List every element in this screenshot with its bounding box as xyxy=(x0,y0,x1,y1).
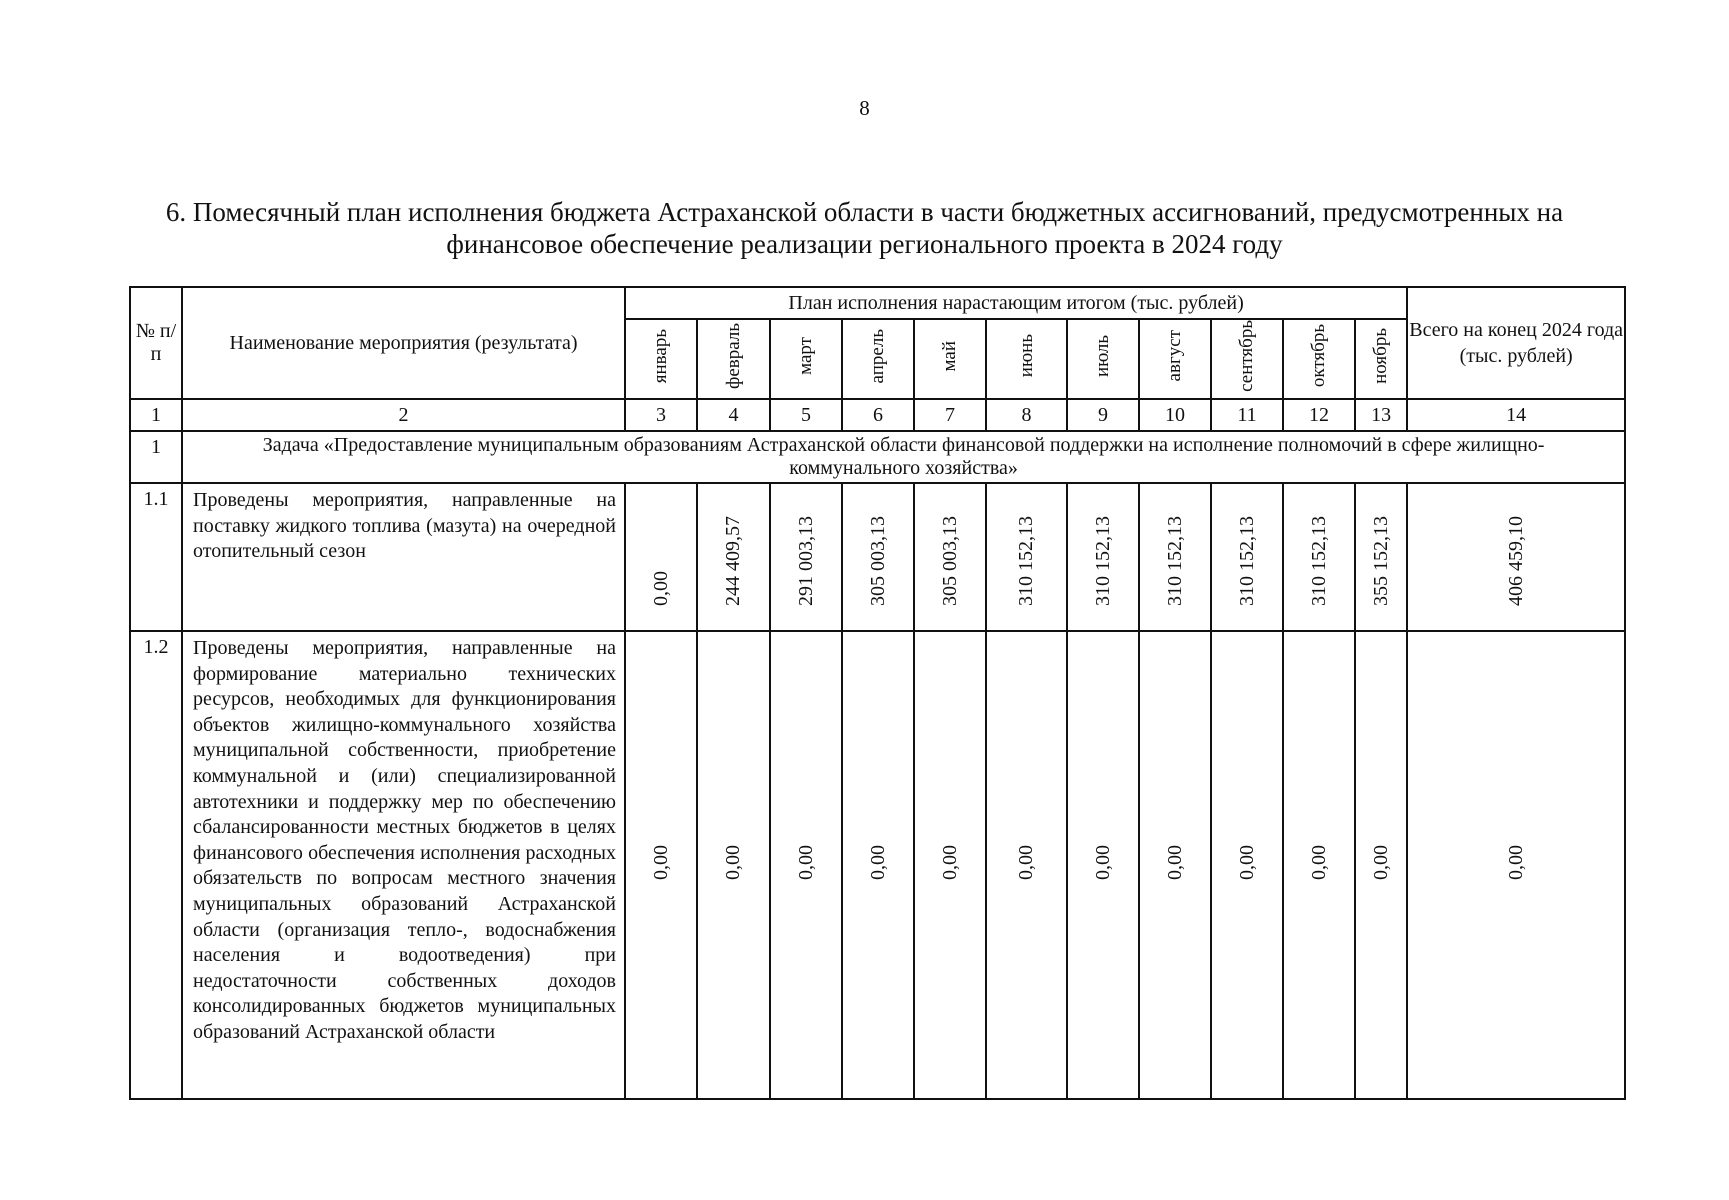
table-row xyxy=(130,631,1625,1099)
month-value: 0,00 xyxy=(1211,631,1283,1099)
month-value: 305 003,13 xyxy=(842,483,914,631)
month-value: 291 003,13 xyxy=(770,483,842,631)
header-month: октябрь xyxy=(1283,319,1355,399)
month-value: 0,00 xyxy=(1283,631,1355,1099)
document-title xyxy=(100,196,1629,260)
month-value: 0,00 xyxy=(1139,631,1211,1099)
task-row xyxy=(130,431,1625,483)
column-number: 3 xyxy=(625,399,697,431)
header-month: январь xyxy=(625,319,697,399)
header-month: ноябрь xyxy=(1355,319,1407,399)
task-text: Задача «Предоставление муниципальным образованиям Астраханской области финансовой поддержки на исполнение полномочий в сфере жилищно-коммунального хозяйства» xyxy=(182,431,1625,483)
month-value: 0,00 xyxy=(1355,631,1407,1099)
header-total: Всего на конец 2024 года (тыс. рублей) xyxy=(1407,287,1625,399)
month-value: 0,00 xyxy=(770,631,842,1099)
row-name: Проведены мероприятия, направленные на формирование материально технических ресурсов, необходимых для функционирования объектов жилищно-коммунального хозяйства муниципальной собственности, приобретение коммунальной и (или) специализированной автотехники и поддержку мер по обеспечению сбалансированности местных бюджетов в целях финансового обеспечения исполнения расходных обязательств по вопросам местного значения муниципальных образований Астраханской области (организация тепло-, водоснабжения населения и водоотведения) при недостаточности собственных доходов консолидированных бюджетов муниципальных образований Астраханской области xyxy=(182,631,625,1099)
month-value: 0,00 xyxy=(697,631,770,1099)
header-month: март xyxy=(770,319,842,399)
month-value: 310 152,13 xyxy=(1211,483,1283,631)
column-number: 12 xyxy=(1283,399,1355,431)
task-number: 1 xyxy=(130,431,182,483)
month-value: 244 409,57 xyxy=(697,483,770,631)
header-row-1 xyxy=(130,287,1625,319)
column-number: 14 xyxy=(1407,399,1625,431)
column-number: 9 xyxy=(1067,399,1139,431)
row-name: Проведены мероприятия, направленные на поставку жидкого топлива (мазута) на очередной отопительный сезон xyxy=(182,483,625,631)
header-month: апрель xyxy=(842,319,914,399)
header-month: август xyxy=(1139,319,1211,399)
month-value: 0,00 xyxy=(625,483,697,631)
month-value: 310 152,13 xyxy=(986,483,1067,631)
column-number: 1 xyxy=(130,399,182,431)
column-number: 2 xyxy=(182,399,625,431)
total-value: 0,00 xyxy=(1407,631,1625,1099)
month-value: 0,00 xyxy=(986,631,1067,1099)
title-line-1: 6. Помесячный план исполнения бюджета Астраханской области в части бюджетных ассигнований, предусмотренных на xyxy=(165,197,1564,227)
header-month: февраль xyxy=(697,319,770,399)
budget-plan-table xyxy=(129,286,1626,1100)
row-number: 1.1 xyxy=(130,483,182,631)
column-numbers-row xyxy=(130,399,1625,431)
header-month: июнь xyxy=(986,319,1067,399)
header-name: Наименование мероприятия (результата) xyxy=(182,287,625,399)
column-number: 4 xyxy=(697,399,770,431)
header-plan-group: План исполнения нарастающим итогом (тыс. рублей) xyxy=(625,287,1407,319)
column-number: 7 xyxy=(914,399,986,431)
total-value: 406 459,10 xyxy=(1407,483,1625,631)
column-number: 11 xyxy=(1211,399,1283,431)
column-number: 10 xyxy=(1139,399,1211,431)
month-value: 310 152,13 xyxy=(1139,483,1211,631)
row-number: 1.2 xyxy=(130,631,182,1099)
month-value: 0,00 xyxy=(625,631,697,1099)
month-value: 310 152,13 xyxy=(1283,483,1355,631)
month-value: 0,00 xyxy=(1067,631,1139,1099)
header-month: май xyxy=(914,319,986,399)
column-number: 8 xyxy=(986,399,1067,431)
header-month: сентябрь xyxy=(1211,319,1283,399)
header-no: № п/п xyxy=(130,287,182,399)
title-line-2: финансовое обеспечение реализации регионального проекта в 2024 году xyxy=(446,229,1283,259)
page-number: 8 xyxy=(859,96,870,120)
month-value: 305 003,13 xyxy=(914,483,986,631)
column-number: 5 xyxy=(770,399,842,431)
month-value: 0,00 xyxy=(914,631,986,1099)
table-row xyxy=(130,483,1625,631)
month-value: 0,00 xyxy=(842,631,914,1099)
month-value: 355 152,13 xyxy=(1355,483,1407,631)
month-value: 310 152,13 xyxy=(1067,483,1139,631)
header-month: июль xyxy=(1067,319,1139,399)
column-number: 6 xyxy=(842,399,914,431)
column-number: 13 xyxy=(1355,399,1407,431)
